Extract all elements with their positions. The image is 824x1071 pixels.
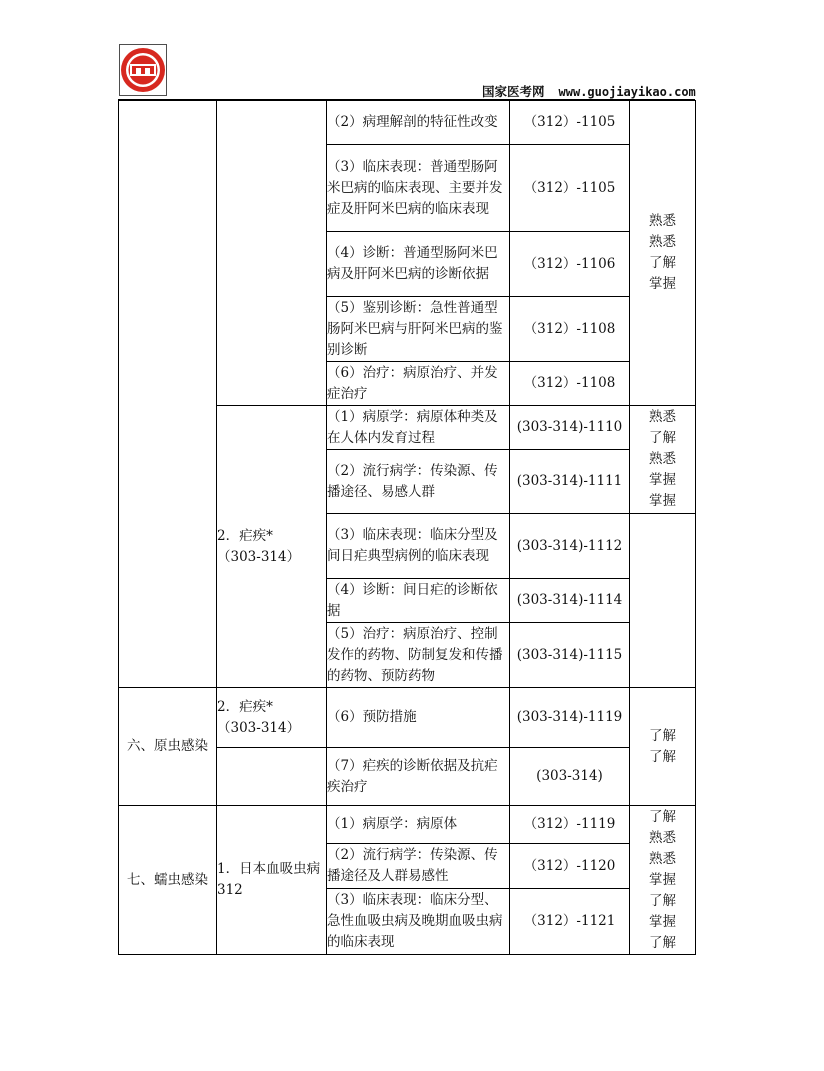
ref-cell: (303-314)-1111	[510, 450, 630, 514]
ref-cell: （312）-1105	[510, 145, 630, 232]
item-cell: （3）临床表现：临床分型、急性血吸虫病及晚期血吸虫病的临床表现	[327, 889, 510, 955]
ref-cell: （312）-1106	[510, 232, 630, 297]
ref-cell: （312）-1120	[510, 844, 630, 889]
ref-cell: (303-314)-1119	[510, 688, 630, 748]
level-text: 熟悉	[649, 213, 676, 229]
ref-cell: (303-314)-1114	[510, 579, 630, 623]
level-text: 掌握	[649, 276, 676, 292]
ref-cell: （312）-1105	[510, 101, 630, 145]
section-cell: 七、蠕虫感染	[119, 806, 217, 955]
item-cell: （4）诊断：间日疟的诊断依据	[327, 579, 510, 623]
level-cell	[630, 688, 696, 806]
subunit-cell	[217, 806, 327, 955]
site-name: 国家医考网	[482, 84, 545, 99]
level-text: 掌握	[649, 871, 676, 888]
subunit-name: 2．疟疾*	[217, 698, 273, 715]
level-cell-empty	[630, 514, 696, 688]
ref-cell: （312）-1121	[510, 889, 630, 955]
item-cell: （6）治疗：病原治疗、并发症治疗	[327, 362, 510, 406]
item-cell: （2）流行病学：传染源、传播途径、易感人群	[327, 450, 510, 514]
level-text: 了解	[649, 934, 676, 951]
level-text: 了解	[649, 727, 676, 744]
table-row	[119, 101, 696, 145]
level-text: 了解	[649, 808, 676, 825]
level-text: 了解	[649, 748, 676, 765]
level-cell	[630, 101, 696, 406]
subunit-cell-empty	[217, 748, 327, 806]
ref-cell: （312）-1108	[510, 362, 630, 406]
ref-cell: (303-314)	[510, 748, 630, 806]
level-text: 掌握	[649, 493, 676, 509]
page-header	[482, 82, 696, 100]
table-row	[119, 806, 696, 844]
item-cell: （7）疟疾的诊断依据及抗疟疾治疗	[327, 748, 510, 806]
item-cell: （1）病原学：病原体种类及在人体内发育过程	[327, 406, 510, 450]
level-text: 掌握	[649, 913, 676, 930]
item-cell: （3）临床表现：临床分型及间日疟典型病例的临床表现	[327, 514, 510, 579]
ref-cell: （312）-1119	[510, 806, 630, 844]
level-text: 了解	[649, 430, 676, 446]
syllabus-table	[118, 100, 696, 955]
subunit-cell-empty	[217, 101, 327, 406]
level-text: 熟悉	[649, 451, 676, 467]
subunit-code: （303-314）	[217, 719, 301, 736]
level-text: 熟悉	[649, 234, 676, 250]
level-cell	[630, 806, 696, 955]
subunit-name: 1．日本血吸虫病	[217, 861, 321, 877]
ref-cell: (303-314)-1112	[510, 514, 630, 579]
item-cell: （5）鉴别诊断：急性普通型肠阿米巴病与肝阿米巴病的鉴别诊断	[327, 297, 510, 362]
level-cell	[630, 406, 696, 514]
item-cell: （1）病原学：病原体	[327, 806, 510, 844]
item-cell: （2）流行病学：传染源、传播途径及人群易感性	[327, 844, 510, 889]
subunit-name: 2．疟疾*	[217, 527, 273, 544]
subunit-code: 312	[217, 882, 243, 898]
ref-cell: (303-314)-1115	[510, 623, 630, 688]
item-cell: （4）诊断：普通型肠阿米巴病及肝阿米巴病的诊断依据	[327, 232, 510, 297]
section-cell: 六、原虫感染	[119, 688, 217, 806]
subunit-cell	[217, 688, 327, 748]
ref-cell: （312）-1108	[510, 297, 630, 362]
section-cell-empty	[119, 101, 217, 688]
level-text: 熟悉	[649, 829, 676, 846]
item-cell: （5）治疗：病原治疗、控制发作的药物、防制复发和传播的药物、预防药物	[327, 623, 510, 688]
level-text: 了解	[649, 255, 676, 271]
level-text: 了解	[649, 892, 676, 909]
ref-cell: (303-314)-1110	[510, 406, 630, 450]
item-cell: （3）临床表现：普通型肠阿米巴病的临床表现、主要并发症及肝阿米巴病的临床表现	[327, 145, 510, 232]
site-url: www.guojiayikao.com	[558, 85, 696, 99]
item-cell: （2）病理解剖的特征性改变	[327, 101, 510, 145]
subunit-code: （303-314）	[217, 548, 301, 565]
guojiayikao-logo	[119, 44, 167, 96]
level-text: 掌握	[649, 472, 676, 488]
subunit-cell	[217, 406, 327, 688]
table-row	[119, 688, 696, 748]
level-text: 熟悉	[649, 409, 676, 425]
level-text: 熟悉	[649, 850, 676, 867]
item-cell: （6）预防措施	[327, 688, 510, 748]
